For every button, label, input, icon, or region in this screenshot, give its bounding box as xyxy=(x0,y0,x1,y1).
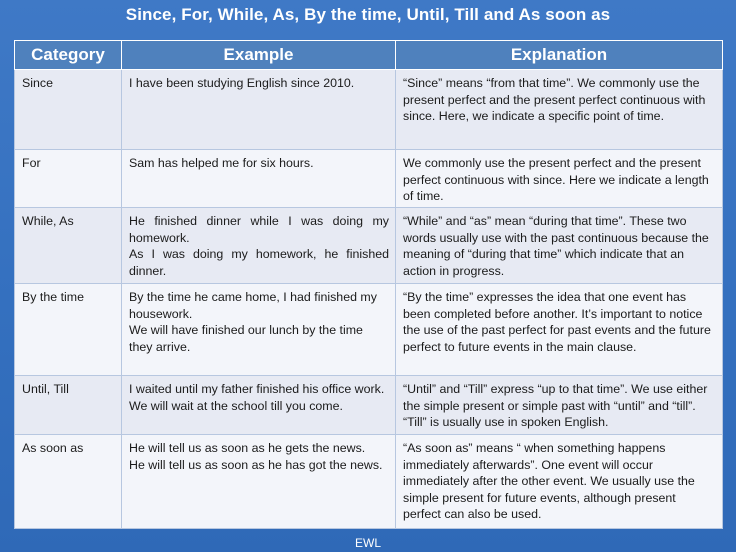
example-cell xyxy=(122,208,396,284)
example-line: I have been studying English since 2010. xyxy=(129,76,355,90)
example-line: We will wait at the school till you come. xyxy=(129,398,343,413)
example-line: We will have finished our lunch by the time they arrive. xyxy=(129,323,363,354)
category-cell: Until, Till xyxy=(15,376,122,435)
example-cell xyxy=(122,150,396,208)
header-explanation: Explanation xyxy=(396,41,723,70)
example-line: He finished dinner while I was doing my homework. xyxy=(129,214,389,245)
example-line: As I was doing my homework, he finished dinner. xyxy=(129,247,389,278)
category-cell: While, As xyxy=(15,208,122,284)
example-cell xyxy=(122,70,396,150)
table-row xyxy=(15,284,723,376)
table-row xyxy=(15,150,723,208)
example-line: By the time he came home, I had finished my housework. xyxy=(129,290,377,321)
example-cell xyxy=(122,435,396,529)
explanation-cell: “Since” means “from that time”. We commonly use the present perfect and the present perfect continuous with since. Here, we indicate a specific point of time. xyxy=(396,70,723,150)
example-cell xyxy=(122,284,396,376)
grammar-table xyxy=(14,40,723,529)
header-category: Category xyxy=(15,41,122,70)
explanation-cell: “As soon as” means “ when something happens immediately afterwards”. One event will occur immediately after the other event. We usually use the simple present for future events, although present perfect can also be used. xyxy=(396,435,723,529)
footer-credit: EWL xyxy=(354,536,381,550)
table-row xyxy=(15,435,723,529)
table-row xyxy=(15,376,723,435)
header-example: Example xyxy=(122,41,396,70)
table-row xyxy=(15,70,723,150)
example-line: Sam has helped me for six hours. xyxy=(129,156,314,170)
explanation-cell: “By the time” expresses the idea that one event has been completed before another. It’s important to notice the use of the past perfect for past events and the future perfect to future events in the main clause. xyxy=(396,284,723,376)
category-cell: By the time xyxy=(15,284,122,376)
table-row xyxy=(15,208,723,284)
page-title: Since, For, While, As, By the time, Until, Till and As soon as xyxy=(125,5,611,24)
explanation-cell: “While” and “as” mean “during that time”. These two words usually use with the past continuous because the meaning of “during that time” which indicate that an action in progress. xyxy=(396,208,723,284)
table-header-row xyxy=(15,41,723,70)
explanation-cell: We commonly use the present perfect and the present perfect continuous with since. Here we indicate a length of time. xyxy=(396,150,723,208)
example-line: He will tell us as soon as he has got the news. xyxy=(129,457,383,472)
example-cell xyxy=(122,376,396,435)
explanation-cell: “Until” and “Till” express “up to that time”. We use either the simple present or simple past with “until” and “till”. “Till” is usually use in spoken English. xyxy=(396,376,723,435)
grammar-table-container xyxy=(14,40,722,529)
category-cell: For xyxy=(15,150,122,208)
category-cell: As soon as xyxy=(15,435,122,529)
example-line: I waited until my father finished his office work. xyxy=(129,382,385,396)
example-line: He will tell us as soon as he gets the news. xyxy=(129,441,366,455)
category-cell: Since xyxy=(15,70,122,150)
